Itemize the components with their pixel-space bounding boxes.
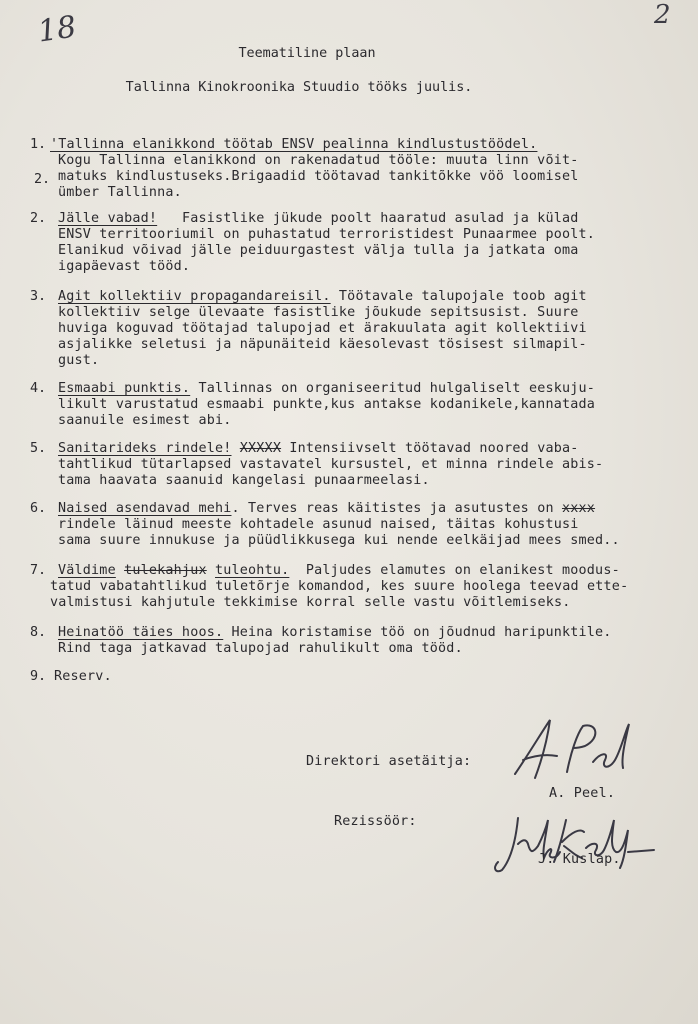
item-heading: 'Tallinna elanikkond töötab ENSV pealinna kindlustustöödel.: [50, 137, 538, 152]
item-text-line: igapäevast tööd.: [58, 259, 191, 274]
document-subtitle: Tallinna Kinokroonika Stuudio tööks juulis.: [125, 80, 473, 95]
handwritten-page-number: 18: [35, 9, 79, 50]
item-text-line: tahtlikud tütarlapsed vastavatel kursustel, et minna rindele abis-: [58, 457, 604, 472]
director2-signature: [488, 808, 658, 888]
struck-text: XXXXX: [239, 441, 282, 456]
item-text-line: saanuile esimest abi.: [58, 413, 232, 428]
item-text-line: ümber Tallinna.: [58, 185, 182, 200]
item-heading-line: [58, 289, 587, 304]
item-text-line: asjalikke seletusi ja näpunäiteid käesolevast tösisest silmapil-: [58, 337, 587, 352]
item-heading-line: [58, 625, 612, 640]
director-signature: [505, 712, 645, 792]
item-number: 1.: [30, 137, 47, 152]
item-text-line: valmistusi kahjutule tekkimise korral selle vastu võitlemiseks.: [50, 595, 571, 610]
item-text-line: sama suure innukuse ja püüdlikkusega kui nende eelkäijad mees smed..: [58, 533, 620, 548]
item-heading-rest: Fasistlike jükude poolt haaratud asulad ja külad: [181, 211, 579, 226]
struck-text: tulekahjux: [124, 563, 207, 578]
item-heading-line: [58, 563, 620, 578]
item-text-line: tama haavata saanuid kangelasi punaarmeelasi.: [58, 473, 430, 488]
struck-text: xxxx: [561, 501, 596, 516]
item-number: 2.: [30, 211, 47, 226]
item-text-line: gust.: [58, 353, 100, 368]
item-heading: Agit kollektiiv propagandareisil.: [58, 289, 331, 304]
item-heading-rest: Intensiivselt töötavad noored vaba-: [289, 441, 579, 456]
item-text-line: Kogu Tallinna elanikkond on rakenadatud tööle: muuta linn võit-: [58, 153, 579, 168]
item-heading: Naised asendavad mehi: [58, 501, 232, 516]
item-text-line: tatud vabatahtlikud tuletõrje komandod, kes suure hoolega teevad ette-: [50, 579, 629, 594]
item-text-line: Rind taga jatkavad talupojad rahulikult oma tööd.: [58, 641, 463, 656]
item-heading-rest: . Terves reas käitistes ja asutustes on: [231, 501, 554, 516]
item-text-line: likult varustatud esmaabi punkte,kus antakse kodanikele,kannatada: [58, 397, 596, 412]
item-text-line: kollektiiv selge ülevaate fasistlike jõukude sepitsusist. Suure: [58, 305, 579, 320]
item-heading-rest: Töötavale talupojale toob agit: [338, 289, 587, 304]
item-heading-rest: Paljudes elamutes on elanikest moodus-: [305, 563, 620, 578]
director-name: A. Peel.: [549, 786, 616, 801]
item-heading-rest: Tallinnas on organiseeritud hulgaliselt eeskuju-: [198, 381, 596, 396]
item-number: 6.: [30, 501, 47, 516]
document-title: Teematiline plaan: [238, 46, 376, 61]
item-number: 7.: [30, 563, 47, 578]
item-heading: Reserv.: [54, 669, 112, 684]
item-heading: Esmaabi punktis.: [58, 381, 191, 396]
item-heading-second: tuleohtu.: [215, 563, 290, 578]
item-number: 5.: [30, 441, 47, 456]
margin-extra-number: 2.: [34, 172, 51, 187]
item-number: 3.: [30, 289, 47, 304]
item-heading-line: [58, 211, 579, 226]
item-text-line: ENSV territooriumil on puhastatud terroristidest Punaarmee poolt.: [58, 227, 596, 242]
item-text-line: rindele läinud meeste kohtadele asunud naised, täitas kohustusi: [58, 517, 579, 532]
item-number: 4.: [30, 381, 47, 396]
item-heading-rest: Heina koristamise töö on jõudnud haripunktile.: [231, 625, 612, 640]
item-heading-line: [58, 381, 595, 396]
director2-label: Rezissöör:: [334, 814, 417, 829]
item-text-line: matuks kindlustuseks.Brigaadid töötavad tankitõkke vöö loomisel: [58, 169, 579, 184]
item-heading: Väldime: [58, 563, 116, 578]
director2-name: J. Kuslap.: [538, 852, 621, 867]
item-heading: Jälle vabad!: [58, 211, 158, 226]
item-heading-line: [58, 501, 595, 516]
item-heading: Sanitarideks rindele!: [58, 441, 232, 456]
item-number: 8.: [30, 625, 47, 640]
item-heading-line: [58, 441, 579, 456]
item-number: 9.: [30, 669, 47, 684]
handwritten-sheet-number: 2: [654, 0, 671, 30]
item-text-line: huviga koguvad töötajad talupojad et ärakuulata agit kollektiivi: [58, 321, 587, 336]
item-text-line: Elanikud võivad jälle peiduurgastest välja tulla ja jatkata oma: [58, 243, 579, 258]
item-heading: Heinatöö täies hoos.: [58, 625, 224, 640]
director-label: Direktori asetäitja:: [306, 754, 472, 769]
